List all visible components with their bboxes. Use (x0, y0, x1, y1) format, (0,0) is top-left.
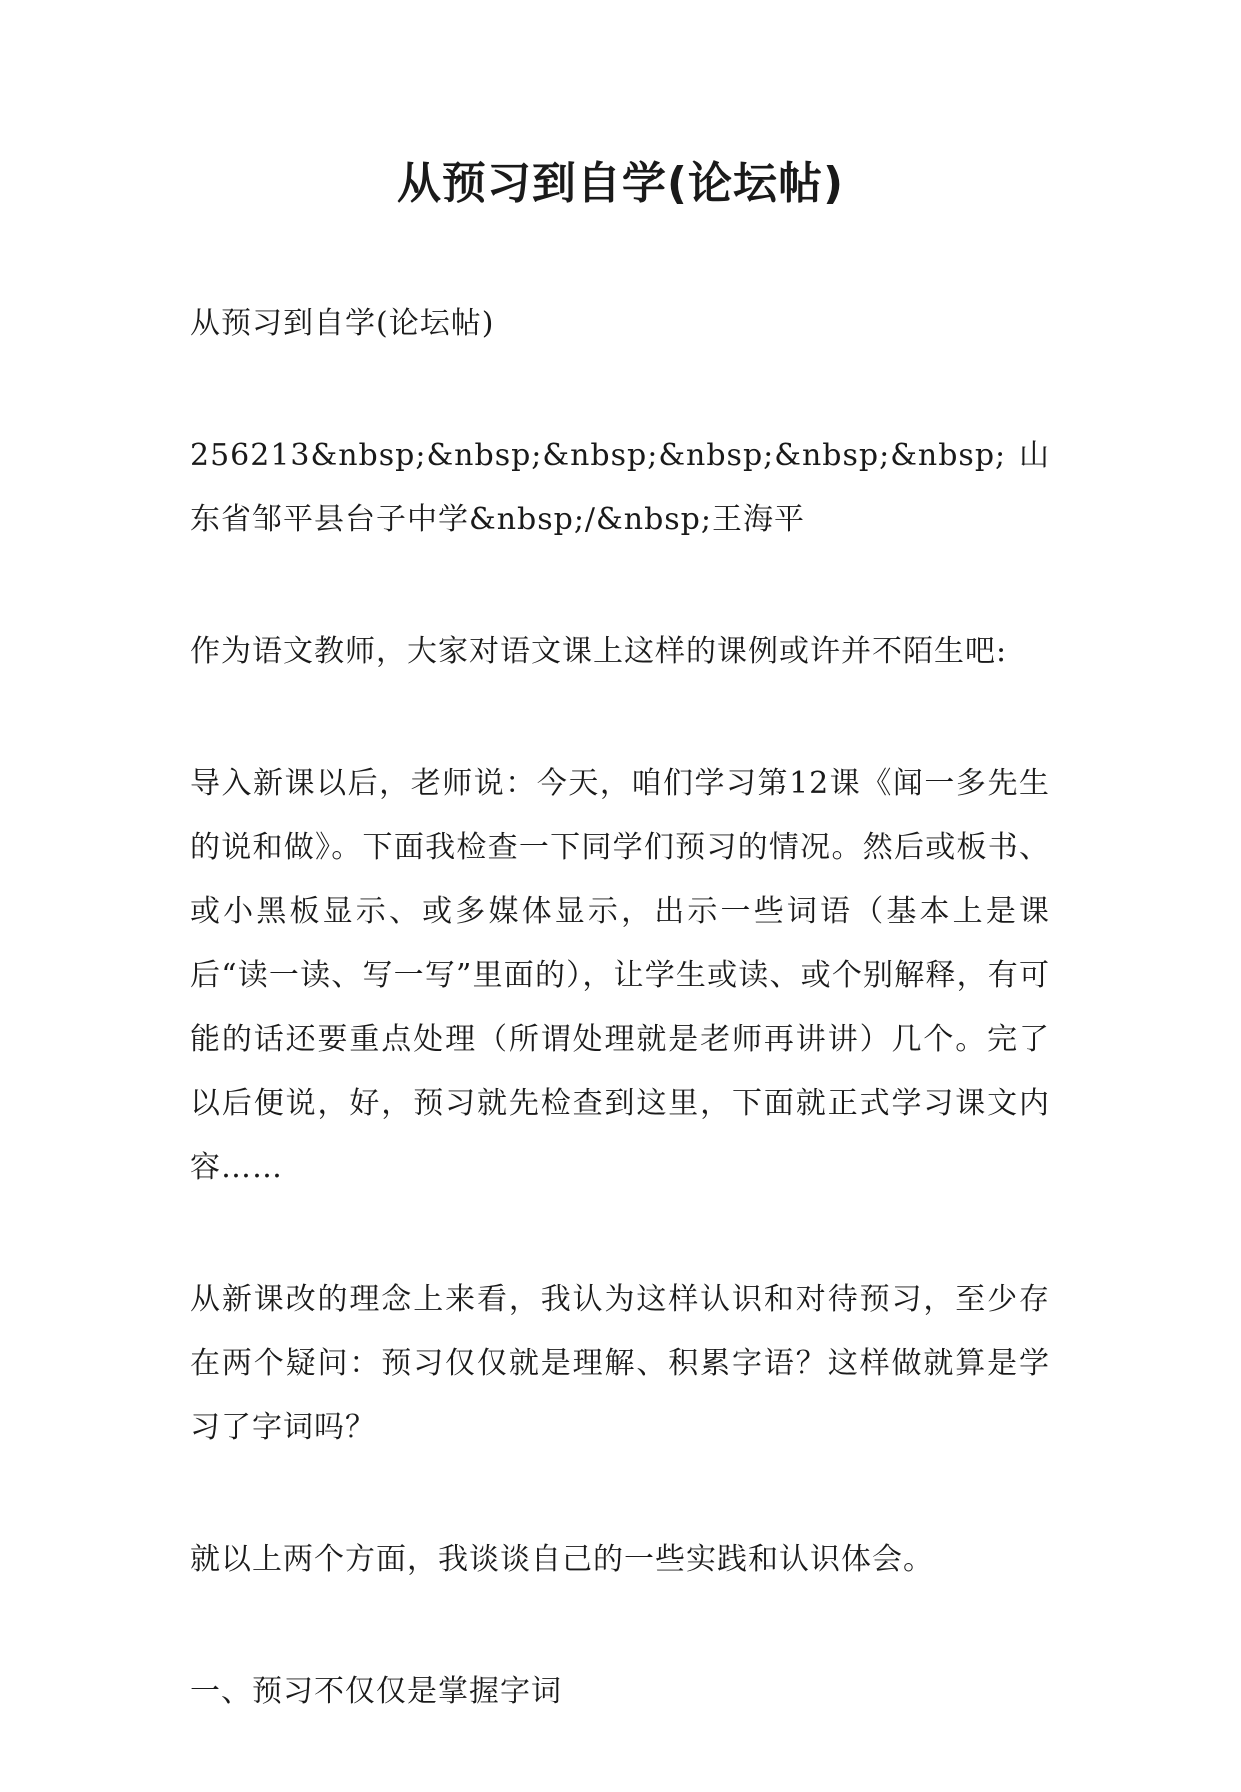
paragraph-questions: 从新课改的理念上来看，我认为这样认识和对待预习，至少存在两个疑问：预习仅仅就是理解、积累字语？这样做就算是学习了字词吗？ (190, 1282, 1050, 1445)
paragraph-subtitle: 从预习到自学(论坛帖) (190, 306, 495, 341)
document-title: 从预习到自学(论坛帖) (396, 158, 845, 209)
paragraph-author: 256213&nbsp;&nbsp;&nbsp;&nbsp;&nbsp;&nbsp;山东省邹平县台子中学&nbsp;/&nbsp;王海平 (190, 438, 1050, 537)
paragraph-transition: 就以上两个方面，我谈谈自己的一些实践和认识体会。 (190, 1542, 934, 1577)
paragraph-example: 导入新课以后，老师说：今天，咱们学习第12课《闻一多先生的说和做》。下面我检查一下同学们预习的情况。然后或板书、或小黑板显示、或多媒体显示，出示一些词语（基本上是课后“读一读、写一写”里面的），让学生或读、或个别解释，有可能的话还要重点处理（所谓处理就是老师再讲讲）几个。完了以后便说，好，预习就先检查到这里，下面就正式学习课文内容…… (190, 766, 1050, 1185)
document-body (190, 292, 1050, 1792)
section-heading-one: 一、预习不仅仅是掌握字词 (190, 1674, 562, 1709)
paragraph-intro: 作为语文教师，大家对语文课上这样的课例或许并不陌生吧: (190, 634, 1008, 669)
